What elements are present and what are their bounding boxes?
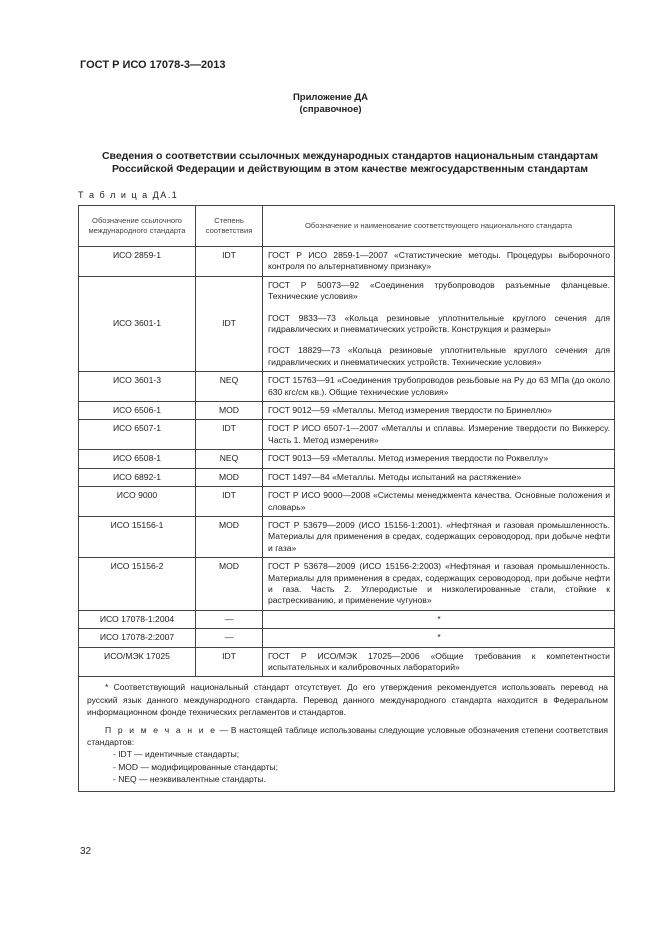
cell-degree: IDT (196, 487, 263, 517)
note (87, 724, 608, 748)
national-standard-entry: ГОСТ Р ИСО 2859-1—2007 «Статистические методы. Процедуры выборочного контроля по альтернативному признаку» (268, 250, 610, 272)
footnote-cell (79, 677, 615, 792)
cell-international-standard: ИСО 17078-2:2007 (79, 629, 196, 647)
cell-international-standard: ИСО 3601-1 (79, 276, 196, 371)
cell-international-standard: ИСО 6507-1 (79, 420, 196, 450)
national-standard-entry: ГОСТ 9012—59 «Металлы. Метод измерения твердости по Бринеллю» (268, 405, 552, 416)
national-standard-entry: * (437, 613, 441, 624)
cell-national-standard (263, 468, 615, 486)
note-item: - NEQ — неэквивалентные стандарты. (113, 773, 266, 784)
cell-national-standard (263, 487, 615, 517)
cell-degree: IDT (196, 276, 263, 371)
note-text: — В настоящей таблице использованы следующие условные обозначения степени соответствия стандартов: (87, 724, 608, 748)
cell-international-standard: ИСО 9000 (79, 487, 196, 517)
cell-degree: IDT (196, 647, 263, 677)
table-row (79, 487, 615, 517)
footnote-star: * Соответствующий национальный стандарт отсутствует. До его утверждения рекомендуется использовать перевод на русский язык данного международного стандарта. Перевод данного международного стандарта находится в Федеральном информационном фонде технических регламентов и стандартов. (87, 682, 608, 717)
national-standard-entry: * (437, 632, 441, 643)
national-standard-entry: ГОСТ 18829—73 «Кольца резиновые уплотнительные круглого сечения для гидравлических и пневматических устройств. Технические условия» (268, 345, 610, 367)
table-row (79, 468, 615, 486)
table-row (79, 629, 615, 647)
cell-national-standard (263, 450, 615, 468)
table-row (79, 420, 615, 450)
national-standard-entry: ГОСТ Р ИСО/МЭК 17025—2006 «Общие требования к компетентности испытательных и калибровочных лабораторий» (268, 650, 610, 672)
table-row (79, 247, 615, 277)
cell-national-standard (263, 372, 615, 402)
cell-international-standard: ИСО 6508-1 (79, 450, 196, 468)
cell-degree: MOD (196, 402, 263, 420)
cell-degree: — (196, 629, 263, 647)
cell-international-standard: ИСО 6506-1 (79, 402, 196, 420)
table-row (79, 558, 615, 611)
table-caption: Т а б л и ц а ДА.1 (78, 190, 179, 200)
cell-degree: NEQ (196, 372, 263, 402)
national-standard-entry: ГОСТ 9833—73 «Кольца резиновые уплотнительные круглого сечения для гидравлических и пневматических устройств. Конструкция и размеры» (268, 312, 610, 335)
cell-degree: NEQ (196, 450, 263, 468)
cell-national-standard (263, 558, 615, 611)
section-title (70, 150, 630, 176)
cell-international-standard: ИСО 6892-1 (79, 468, 196, 486)
cell-degree: MOD (196, 558, 263, 611)
cell-degree: IDT (196, 247, 263, 277)
cell-national-standard (263, 610, 615, 628)
section-title-line: Сведения о соответствии ссылочных международных стандартов национальным стандартам (101, 150, 599, 162)
cell-international-standard: ИСО 17078-1:2004 (79, 610, 196, 628)
table-row (79, 516, 615, 557)
national-standard-entry: ГОСТ Р 53679—2009 (ИСО 15156-1:2001). «Нефтяная и газовая промышленность. Материалы для применения в средах, содержащих сероводород, при добыче нефти и газа» (268, 519, 610, 553)
header-international-standard: Обозначение ссылочного международного стандарта (79, 206, 196, 247)
table-row (79, 647, 615, 677)
cell-international-standard: ИСО 15156-2 (79, 558, 196, 611)
cell-international-standard: ИСО 3601-3 (79, 372, 196, 402)
header-degree: Степень соответствия (196, 206, 263, 247)
appendix-title: Приложение ДА (292, 92, 369, 103)
section-title-line: Российской Федерации и действующим в этом качестве межгосударственным стандартам (111, 163, 589, 175)
note-item: - MOD — модифицированные стандарты; (113, 761, 278, 772)
cell-degree: MOD (196, 516, 263, 557)
national-standard-entry: ГОСТ Р ИСО 9000—2008 «Системы менеджмента качества. Основные положения и словарь» (268, 490, 610, 512)
cell-international-standard: ИСО 2859-1 (79, 247, 196, 277)
table-row (79, 610, 615, 628)
table-row (79, 450, 615, 468)
cell-national-standard (263, 516, 615, 557)
national-standard-entry: ГОСТ 9013—59 «Металлы. Метод измерения твердости по Роквеллу» (268, 453, 549, 464)
correspondence-table (78, 205, 615, 792)
national-standard-entry: ГОСТ 1497—84 «Металлы. Методы испытаний на растяжение» (268, 471, 522, 482)
footnote-row (79, 677, 615, 792)
cell-international-standard: ИСО/МЭК 17025 (79, 647, 196, 677)
cell-national-standard (263, 647, 615, 677)
appendix-subtitle: (справочное) (299, 104, 362, 115)
table-row (79, 402, 615, 420)
header-national-standard: Обозначение и наименование соответствующего национального стандарта (263, 206, 615, 247)
note-label: П р и м е ч а н и е (105, 724, 217, 735)
document-header: ГОСТ Р ИСО 17078-3—2013 (80, 59, 226, 71)
cell-national-standard (263, 402, 615, 420)
national-standard-entry: ГОСТ Р ИСО 6507-1—2007 «Металлы и сплавы. Измерение твердости по Виккерсу. Часть 1. Метод измерения» (268, 423, 610, 445)
national-standard-entry: ГОСТ 15763—91 «Соединения трубопроводов резьбовые на Ру до 63 МПа (до около 630 кгс/см кв.). Общие технические условия» (268, 375, 610, 397)
cell-international-standard: ИСО 15156-1 (79, 516, 196, 557)
page-number: 32 (80, 846, 92, 857)
table-header-row (79, 206, 615, 247)
national-standard-entry: ГОСТ Р 53678—2009 (ИСО 15156-2:2003) «Нефтяная и газовая промышленность. Материалы для применения в средах, содержащих сероводород, при добыче нефти и газа. Часть 2. Углеродистые и низколегированные стали, стойкие к растрескиванию, и применение чугунов» (268, 561, 610, 606)
cell-national-standard (263, 276, 615, 371)
cell-degree: MOD (196, 468, 263, 486)
cell-degree: IDT (196, 420, 263, 450)
cell-national-standard (263, 629, 615, 647)
national-standard-entry: ГОСТ Р 50073—92 «Соединения трубопроводов разъемные фланцевые. Технические условия» (268, 279, 610, 302)
table-row (79, 276, 615, 371)
note-item: - IDT — идентичные стандарты; (113, 749, 240, 760)
table-row (79, 372, 615, 402)
cell-national-standard (263, 420, 615, 450)
cell-national-standard (263, 247, 615, 277)
cell-degree: — (196, 610, 263, 628)
